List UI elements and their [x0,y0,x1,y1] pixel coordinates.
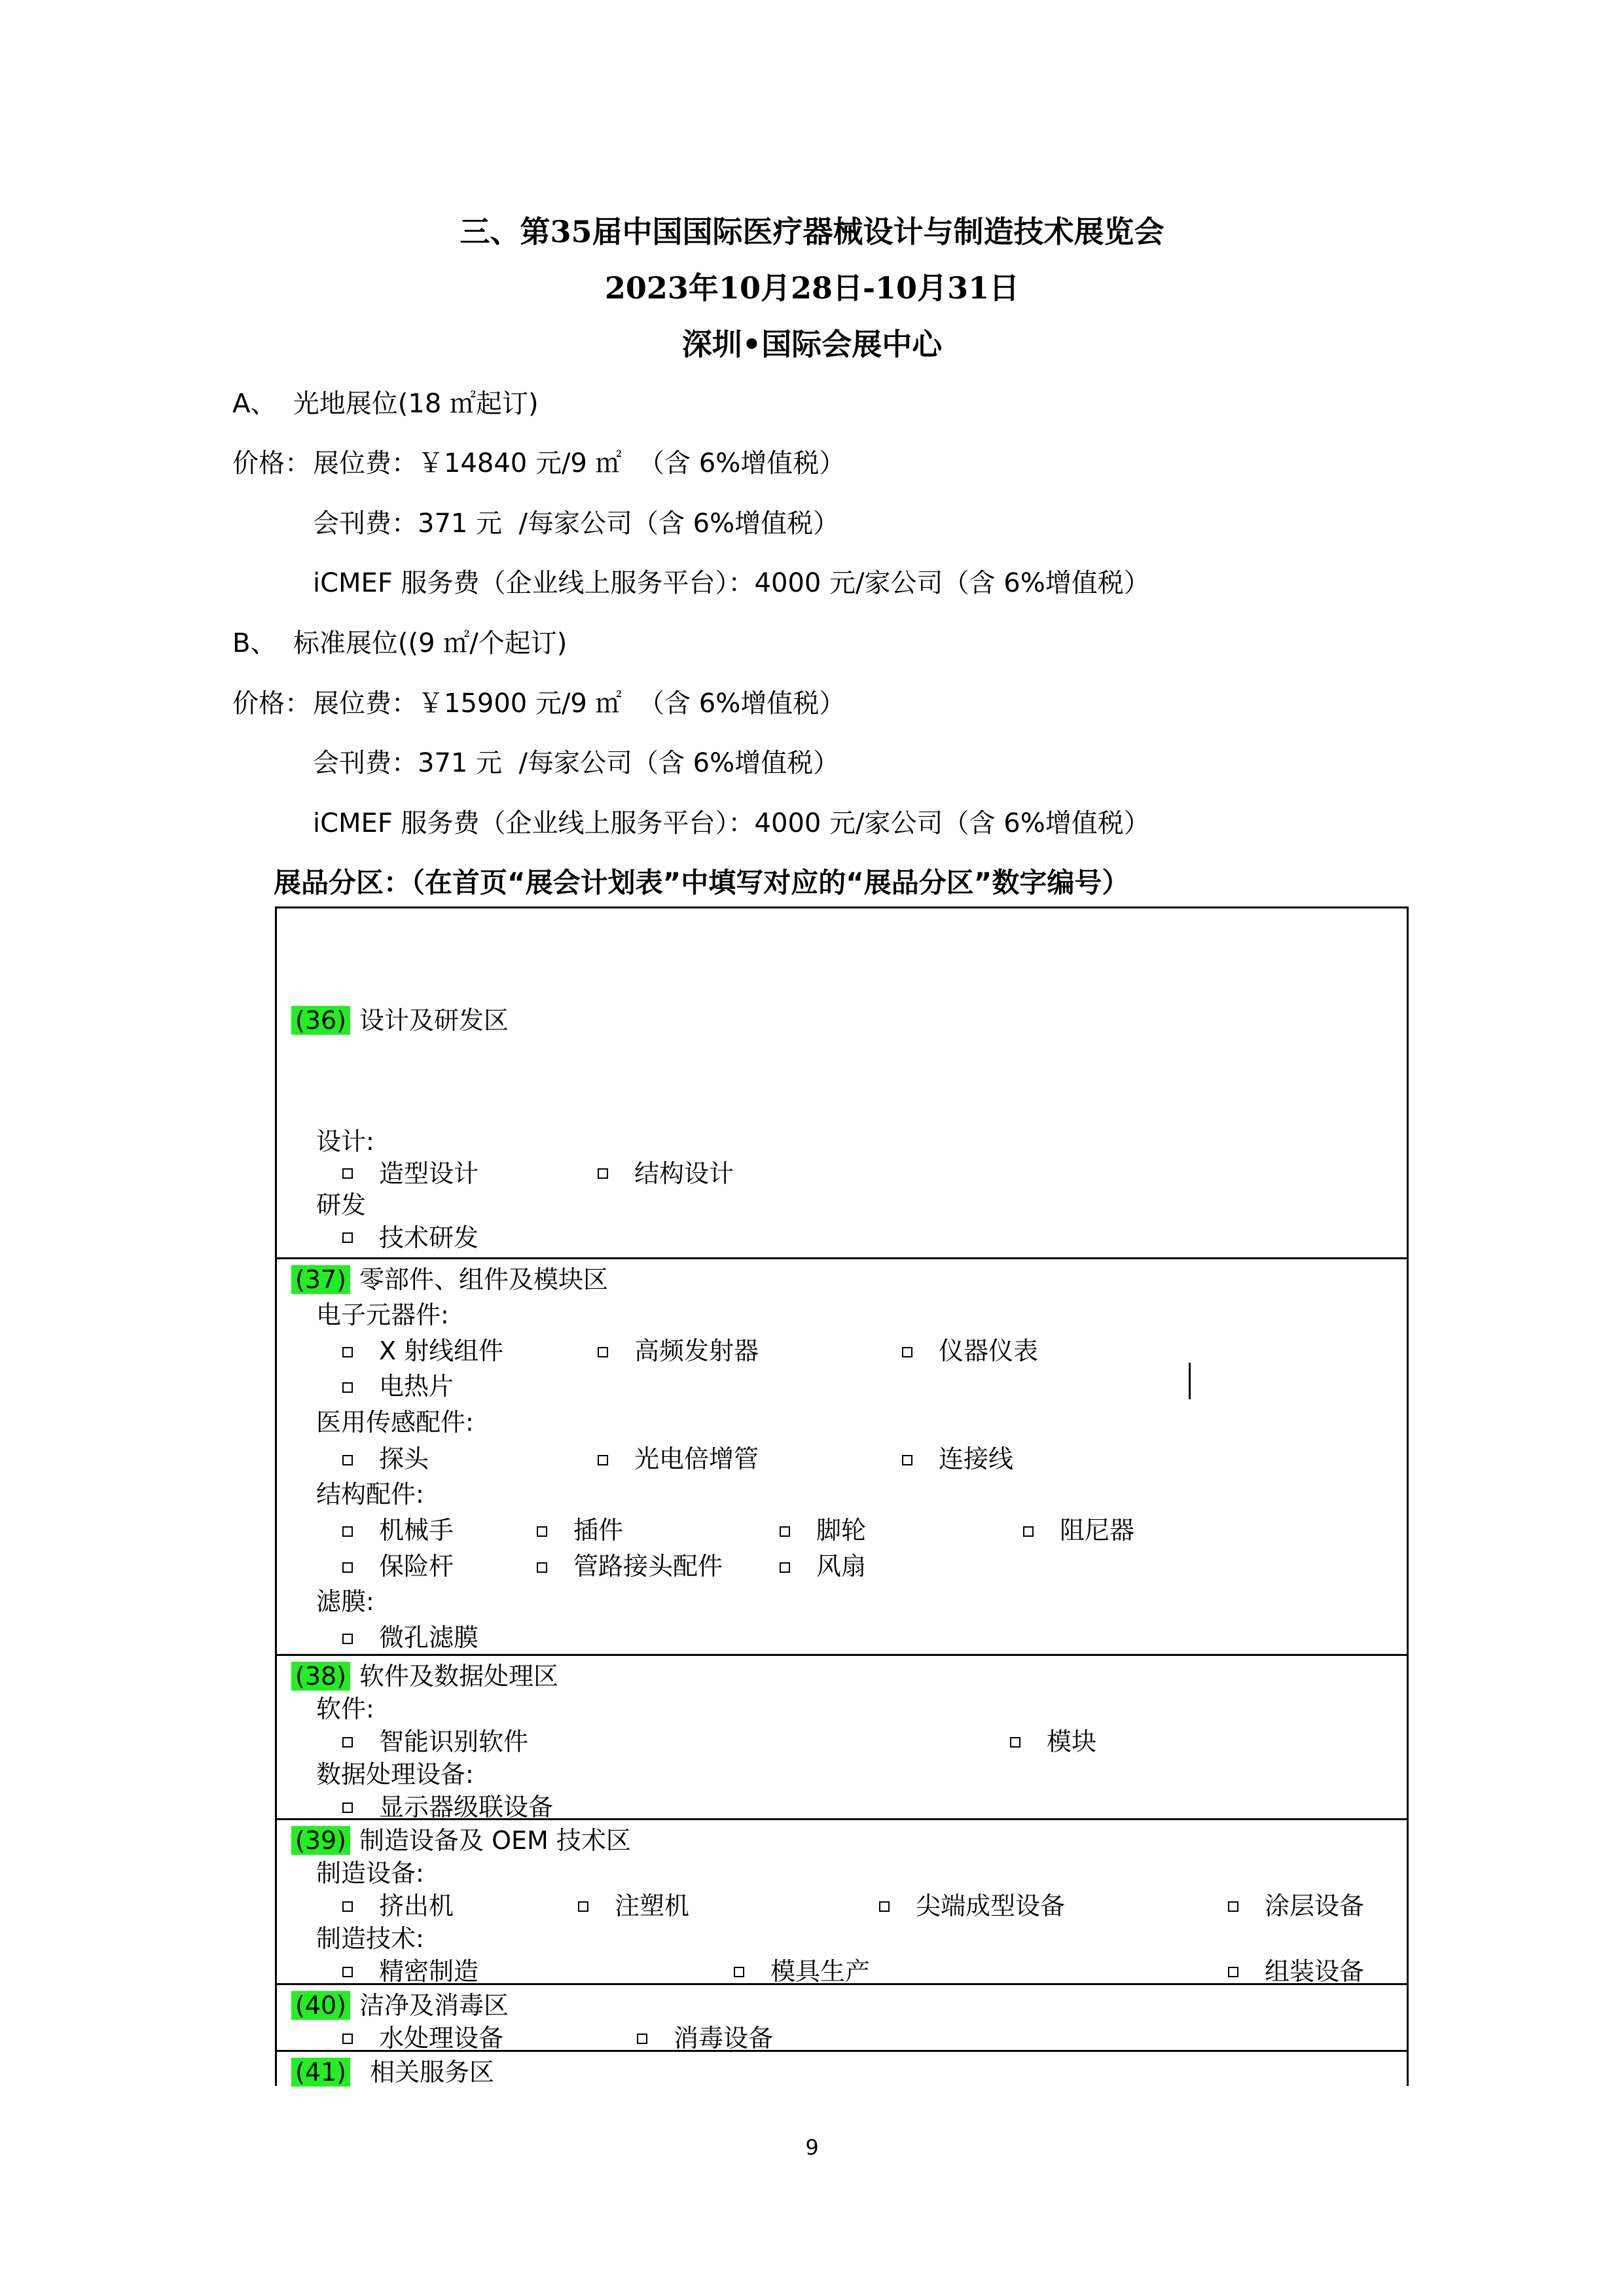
sub-heading: 设计: [316,1127,374,1156]
item-label: 管路接头配件 [573,1552,723,1581]
checkbox[interactable] [780,1526,790,1537]
checkbox[interactable] [342,1382,353,1393]
item-label: 光电倍增管 [634,1444,759,1473]
checkbox[interactable] [342,1526,353,1537]
text-cursor [1189,1363,1191,1399]
checkbox[interactable] [902,1455,912,1465]
checkbox[interactable] [537,1562,547,1573]
zone-39 [277,1818,1407,1986]
checkbox[interactable] [342,1232,353,1243]
checkbox[interactable] [537,1526,547,1537]
sub-heading: 研发 [316,1191,367,1219]
checkbox[interactable] [342,1803,353,1813]
booth-b-price-label: 价格： [232,689,311,719]
zone-tag: (36) [291,1006,350,1035]
checkbox[interactable] [578,1901,588,1912]
sub-heading: 结构配件: [316,1480,424,1509]
zone-name: 制造设备及 OEM 技术区 [359,1826,631,1855]
zone-40 [277,1983,1407,2053]
item-label: 结构设计 [634,1159,734,1188]
item-label: 风扇 [816,1552,867,1581]
zone-36 [277,908,1407,1257]
item-label: 插件 [573,1516,624,1545]
checkbox[interactable] [342,1634,353,1644]
doc-venue: 深圳•国际会展中心 [681,327,943,362]
item-label: 精密制造 [379,1957,479,1986]
checkbox[interactable] [342,1737,353,1748]
zone-38 [277,1654,1407,1821]
checkbox[interactable] [637,2034,647,2044]
checkbox[interactable] [342,1967,353,1977]
checkbox[interactable] [1228,1901,1238,1912]
item-label: 智能识别软件 [379,1727,529,1756]
sub-heading: 软件: [316,1695,374,1723]
booth-a-price-label: 价格： [232,448,311,478]
checkbox[interactable] [342,1455,353,1465]
item-label: 消毒设备 [674,2024,774,2053]
zone-tag: (40) [291,1991,350,2020]
checkbox[interactable] [342,2034,353,2044]
zones-table [275,906,1409,2086]
doc-title: 三、第35届中国国际医疗器械设计与制造技术展览会 [460,214,1164,249]
item-label: 微孔滤膜 [379,1623,479,1652]
checkbox[interactable] [879,1901,890,1912]
item-label: 连接线 [939,1444,1014,1473]
checkbox[interactable] [734,1967,744,1977]
item-label: 造型设计 [379,1159,479,1188]
booth-a-fee: 展位费：￥14840 元/9 ㎡ （含 6%增值税） [313,448,846,478]
page-number: 9 [805,2135,819,2160]
booth-b-icmef-fee: iCMEF 服务费（企业线上服务平台）：4000 元/家公司（含 6%增值税） [313,808,1150,838]
zone-tag: (39) [291,1826,350,1855]
checkbox[interactable] [902,1347,912,1357]
sub-heading: 医用传感配件: [316,1408,474,1437]
item-label: 技术研发 [379,1223,479,1252]
checkbox[interactable] [1023,1526,1034,1537]
item-label: 涂层设备 [1265,1892,1365,1920]
item-label: 机械手 [379,1516,454,1545]
checkbox[interactable] [1228,1967,1238,1977]
zones-heading: 展品分区：（在首页“展会计划表”中填写对应的“展品分区”数字编号） [274,867,1130,899]
booth-b-title: B、 标准展位((9 ㎡/个起订) [232,628,568,658]
booth-a-title: A、 光地展位(18 ㎡起订) [232,389,539,419]
item-label: 挤出机 [379,1892,454,1920]
zone-41 [277,2050,1407,2088]
item-label: 组装设备 [1265,1957,1365,1986]
booth-b-fee: 展位费：￥15900 元/9 ㎡ （含 6%增值税） [313,689,846,719]
checkbox[interactable] [598,1168,608,1179]
checkbox[interactable] [342,1901,353,1912]
item-label: 高频发射器 [634,1336,759,1365]
checkbox[interactable] [780,1562,790,1573]
checkbox[interactable] [598,1347,608,1357]
zone-name: 软件及数据处理区 [359,1662,559,1691]
sub-heading: 数据处理设备: [316,1760,474,1789]
zone-tag: (41) [291,2058,350,2087]
sub-heading: 制造设备: [316,1859,424,1888]
item-label: 电热片 [379,1372,454,1401]
checkbox[interactable] [342,1347,353,1357]
checkbox[interactable] [342,1562,353,1573]
zone-name: 设计及研发区 [359,1006,509,1035]
sub-heading: 电子元器件: [316,1300,449,1329]
item-label: 注塑机 [615,1892,690,1920]
booth-a-journal-fee: 会刊费：371 元 /每家公司（含 6%增值税） [313,509,840,539]
item-label: 模具生产 [770,1957,871,1986]
zone-37 [277,1257,1407,1654]
item-label: 模块 [1047,1727,1097,1756]
sub-heading: 滤膜: [316,1587,374,1616]
item-label: X 射线组件 [379,1336,504,1365]
zone-name: 洁净及消毒区 [359,1991,509,2020]
checkbox[interactable] [598,1455,608,1465]
checkbox[interactable] [342,1168,353,1179]
booth-a-icmef-fee: iCMEF 服务费（企业线上服务平台）：4000 元/家公司（含 6%增值税） [313,568,1150,598]
item-label: 仪器仪表 [939,1336,1039,1365]
item-label: 脚轮 [816,1516,867,1545]
sub-heading: 制造技术: [316,1924,424,1953]
zone-tag: (37) [291,1265,350,1294]
zone-name: 相关服务区 [370,2058,495,2087]
item-label: 水处理设备 [379,2024,504,2053]
checkbox[interactable] [1010,1737,1020,1748]
zone-tag: (38) [291,1662,350,1691]
item-label: 阻尼器 [1060,1516,1135,1545]
doc-date: 2023年10月28日-10月31日 [604,270,1020,306]
item-label: 探头 [379,1444,429,1473]
item-label: 尖端成型设备 [916,1892,1066,1920]
item-label: 保险杆 [379,1552,454,1581]
item-label: 显示器级联设备 [379,1793,554,1821]
booth-b-journal-fee: 会刊费：371 元 /每家公司（含 6%增值税） [313,748,840,778]
zone-name: 零部件、组件及模块区 [359,1265,609,1294]
